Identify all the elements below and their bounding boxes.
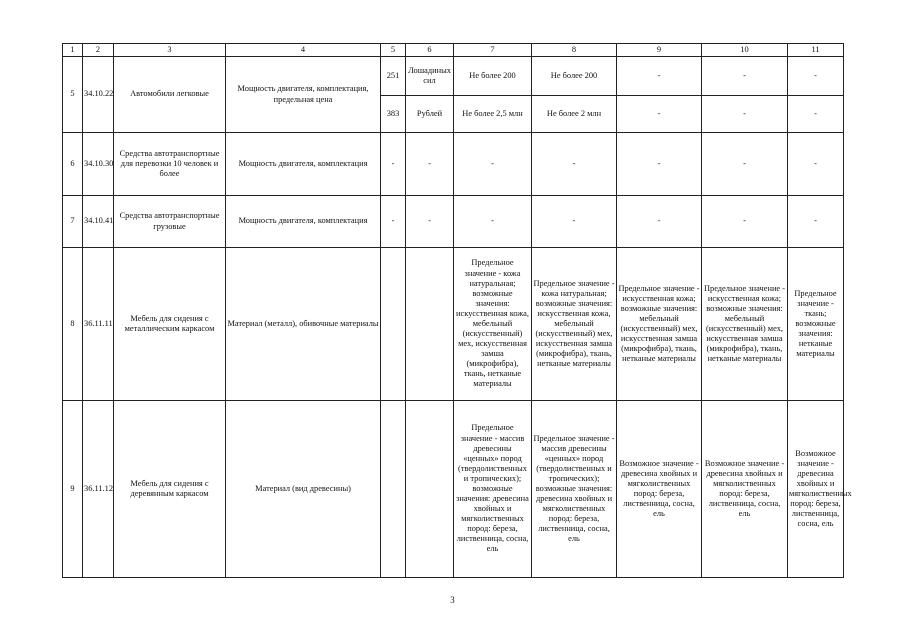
row-number: 9 <box>63 401 83 578</box>
row-number: 8 <box>63 248 83 401</box>
characteristics: Мощность двигателя, комплектация <box>226 133 381 196</box>
header-cell: 7 <box>454 44 532 57</box>
value-cell: Не более 2,5 млн <box>454 96 532 133</box>
value-cell: - <box>788 133 844 196</box>
header-cell: 1 <box>63 44 83 57</box>
value-cell: Возможное значение - древесина хвойных и мягколиственных пород: береза, лиственница, сосна, ель <box>617 401 702 578</box>
value-cell: Предельное значение - массив древесины «ценных» пород (твердолиственных и тропических); возможные значения: древесина хвойных и мягколиственных пород: береза, лиственница, сосна, ель <box>454 401 532 578</box>
value-cell <box>381 248 406 401</box>
value-cell: - <box>702 96 788 133</box>
item-name: Средства автотранспортные для перевозки 10 человек и более <box>114 133 226 196</box>
value-cell <box>381 401 406 578</box>
value-cell: - <box>788 196 844 248</box>
value-cell: - <box>617 96 702 133</box>
value-cell: - <box>381 133 406 196</box>
row-number: 5 <box>63 57 83 133</box>
value-cell: - <box>532 196 617 248</box>
page-number: 3 <box>450 595 455 605</box>
value-cell: Предельное значение - массив древесины «ценных» пород (твердолиственных и тропических); возможные значения: древесина хвойных и мягколиственных пород: береза, лиственница, сосна, ель <box>532 401 617 578</box>
table-row <box>63 133 844 196</box>
value-cell: Предельное значение - ткань; возможные значения: нетканые материалы <box>788 248 844 401</box>
item-name: Мебель для сидения с металлическим каркасом <box>114 248 226 401</box>
value-cell: Не более 2 млн <box>532 96 617 133</box>
unit-code: 383 <box>381 96 406 133</box>
unit-name: Рублей <box>406 96 454 133</box>
characteristics: Материал (металл), обивочные материалы <box>226 248 381 401</box>
table-row <box>63 401 844 578</box>
value-cell: Предельное значение - кожа натуральная; возможные значения: искусственная кожа, мебельный (искусственный) мех, искусственная замша (микрофибра), ткань, нетканые материалы <box>454 248 532 401</box>
value-cell: Не более 200 <box>454 57 532 96</box>
header-cell: 8 <box>532 44 617 57</box>
value-cell: - <box>788 96 844 133</box>
value-cell: - <box>702 133 788 196</box>
header-cell: 5 <box>381 44 406 57</box>
okpd-code: 34.10.30 <box>83 133 114 196</box>
value-cell <box>406 248 454 401</box>
row-number: 6 <box>63 133 83 196</box>
okpd-code: 36.11.12 <box>83 401 114 578</box>
characteristics: Мощность двигателя, комплектация <box>226 196 381 248</box>
value-cell: - <box>381 196 406 248</box>
value-cell: - <box>788 57 844 96</box>
requirements-table <box>62 43 852 578</box>
value-cell: Возможное значение - древесина хвойных и мягколиственных пород: береза, лиственница, сосна, ель <box>702 401 788 578</box>
value-cell: - <box>617 57 702 96</box>
row-number: 7 <box>63 196 83 248</box>
okpd-code: 34.10.41 <box>83 196 114 248</box>
value-cell: Не более 200 <box>532 57 617 96</box>
item-name: Автомобили легковые <box>114 57 226 133</box>
unit-code: 251 <box>381 57 406 96</box>
unit-name: Лошадиных сил <box>406 57 454 96</box>
header-cell: 3 <box>114 44 226 57</box>
okpd-code: 36.11.11 <box>83 248 114 401</box>
header-cell: 6 <box>406 44 454 57</box>
value-cell: Возможное значение - древесина хвойных и мягколиственных пород: береза, лиственница, сосна, ель <box>788 401 844 578</box>
table-row <box>63 196 844 248</box>
characteristics: Мощность двигателя, комплектация, предельная цена <box>226 57 381 133</box>
table-row <box>63 57 844 96</box>
value-cell: - <box>532 133 617 196</box>
item-name: Мебель для сидения с деревянным каркасом <box>114 401 226 578</box>
value-cell: - <box>617 196 702 248</box>
header-cell: 4 <box>226 44 381 57</box>
item-name: Средства автотранспортные грузовые <box>114 196 226 248</box>
table-row <box>63 248 844 401</box>
okpd-code: 34.10.22 <box>83 57 114 133</box>
header-row <box>63 44 844 57</box>
header-cell: 11 <box>788 44 844 57</box>
value-cell: Предельное значение - искусственная кожа; возможные значения: мебельный (искусственный) мех, искусственная замша (микрофибра), ткань, нетканые материалы <box>617 248 702 401</box>
value-cell: Предельное значение - искусственная кожа; возможные значения: мебельный (искусственный) мех, искусственная замша (микрофибра), ткань, нетканые материалы <box>702 248 788 401</box>
header-cell: 10 <box>702 44 788 57</box>
value-cell: - <box>454 133 532 196</box>
value-cell: - <box>406 133 454 196</box>
header-cell: 9 <box>617 44 702 57</box>
value-cell: - <box>702 196 788 248</box>
header-cell: 2 <box>83 44 114 57</box>
value-cell: - <box>617 133 702 196</box>
characteristics: Материал (вид древесины) <box>226 401 381 578</box>
value-cell: Предельное значение - кожа натуральная; возможные значения: искусственная кожа, мебельный (искусственный) мех, искусственная замша (микрофибра), ткань, нетканые материалы <box>532 248 617 401</box>
value-cell: - <box>406 196 454 248</box>
value-cell: - <box>702 57 788 96</box>
value-cell: - <box>454 196 532 248</box>
value-cell <box>406 401 454 578</box>
